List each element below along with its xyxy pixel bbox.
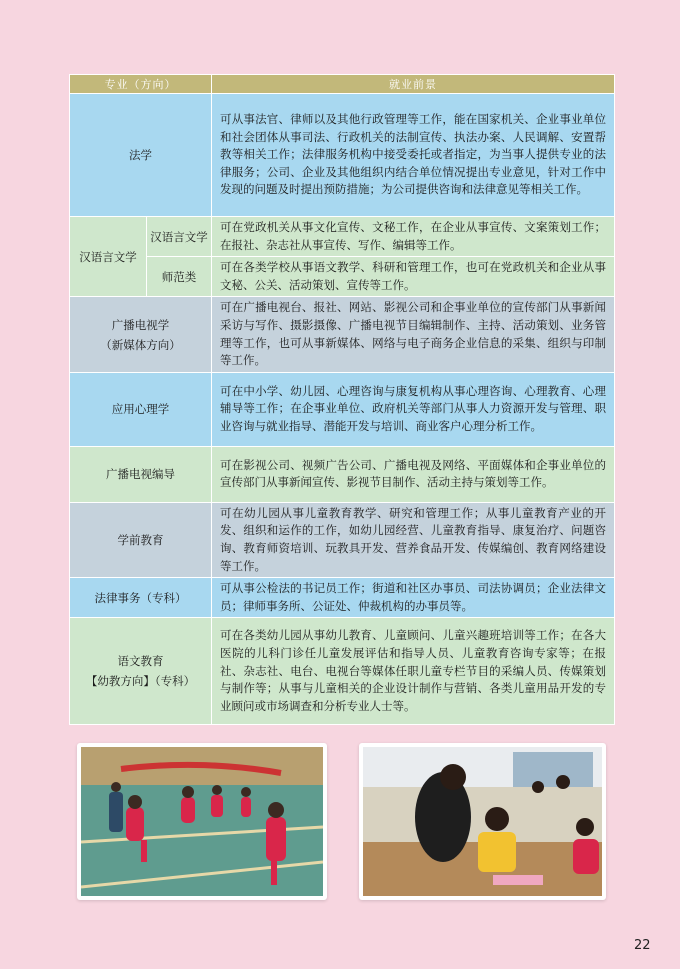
table-row	[70, 578, 615, 618]
major-line: 语文教育	[117, 654, 164, 669]
table-row	[70, 502, 615, 577]
table-row	[70, 217, 615, 257]
major-line: 广播电视学	[111, 317, 170, 332]
desc-cell: 可在党政机关从事文化宣传、文秘工作，在企业从事宣传、文案策划工作；在报社、杂志社从事宣传、写作、编辑等工作。	[212, 217, 615, 257]
desc-cell: 可在广播电视台、报社、网站、影视公司和企事业单位的宣传部门从事新闻采访与写作、摄影摄像、广播电视节目编辑制作、主持、活动策划、业务管理等工作，也可从事新媒体、网络与电子商务企业信息的采集、组织与印制等工作。	[212, 297, 615, 372]
major-cell: 应用心理学	[70, 372, 212, 446]
table-row	[70, 94, 615, 217]
major-cell: 法律事务（专科）	[70, 578, 212, 618]
career-table	[69, 74, 615, 725]
major-cell	[70, 297, 212, 372]
sub-major-cell: 汉语言文学	[147, 217, 212, 257]
photo-children-playground	[77, 743, 327, 900]
major-cell: 汉语言文学	[70, 217, 147, 297]
desc-cell: 可在各类学校从事语文教学、科研和管理工作，也可在党政机关和企业从事文秘、公关、活动策划、宣传等工作。	[212, 257, 615, 297]
desc-cell: 可在影视公司、视频广告公司、广播电视及网络、平面媒体和企事业单位的宣传部门从事新闻宣传、影视节目制作、活动主持与策划等工作。	[212, 446, 615, 502]
table-row	[70, 257, 615, 297]
desc-cell: 可在幼儿园从事儿童教育教学、研究和管理工作；从事儿童教育产业的开发、组织和运作的工作，如幼儿园经营、儿童教育指导、康复治疗、问题咨询、教育师资培训、玩教具开发、营养食品开发、传媒编创、教育网络建设等工作。	[212, 502, 615, 577]
table-header-row	[70, 75, 615, 94]
table-row	[70, 372, 615, 446]
desc-cell: 可在中小学、幼儿园、心理咨询与康复机构从事心理咨询、心理教育、心理辅导等工作；在企事业单位、政府机关等部门从事人力资源开发与管理、职业咨询与就业指导、潜能开发与培训、商业客户心理分析工作。	[212, 372, 615, 446]
playground-illustration	[81, 747, 323, 896]
classroom-illustration	[363, 747, 602, 896]
desc-cell: 可从事公检法的书记员工作；街道和社区办事员、司法协调员；企业法律文员；律师事务所、公证处、仲裁机构的办事员等。	[212, 578, 615, 618]
header-major: 专业（方向）	[70, 75, 212, 94]
photo-classroom	[359, 743, 606, 900]
sub-major-cell: 师范类	[147, 257, 212, 297]
table-row	[70, 297, 615, 372]
desc-cell: 可从事法官、律师以及其他行政管理等工作，能在国家机关、企业事业单位和社会团体从事司法、行政机关的法制宣传、执法办案、人民调解、安置帮教等相关工作；法律服务机构中接受委托或者指定，为当事人提供专业的法律服务；公司、企业及其他组织内结合单位情况提出专业意见，针对工作中发现的问题及时提出预防措施；为公司提供咨询和法律意见等相关工作。	[212, 94, 615, 217]
desc-cell: 可在各类幼儿园从事幼儿教育、儿童顾问、儿童兴趣班培训等工作；在各大医院的儿科门诊任儿童发展评估和指导人员、儿童教育咨询专家等；在报社、杂志社、电台、电视台等媒体任职儿童专栏节目的采编人员、传媒策划与制作等；从事与儿童相关的企业设计制作与营销、各类儿童用品开发的专业顾问或市场调查和分析专业人士等。	[212, 618, 615, 725]
major-line-2: （新媒体方向）	[100, 337, 181, 352]
major-cell: 学前教育	[70, 502, 212, 577]
major-line-2: 【幼教方向】（专科）	[85, 674, 196, 689]
table-row	[70, 618, 615, 725]
header-prospects: 就业前景	[212, 75, 615, 94]
major-cell: 法学	[70, 94, 212, 217]
major-cell: 广播电视编导	[70, 446, 212, 502]
table-row	[70, 446, 615, 502]
major-cell	[70, 618, 212, 725]
page-number: 22	[634, 938, 651, 953]
